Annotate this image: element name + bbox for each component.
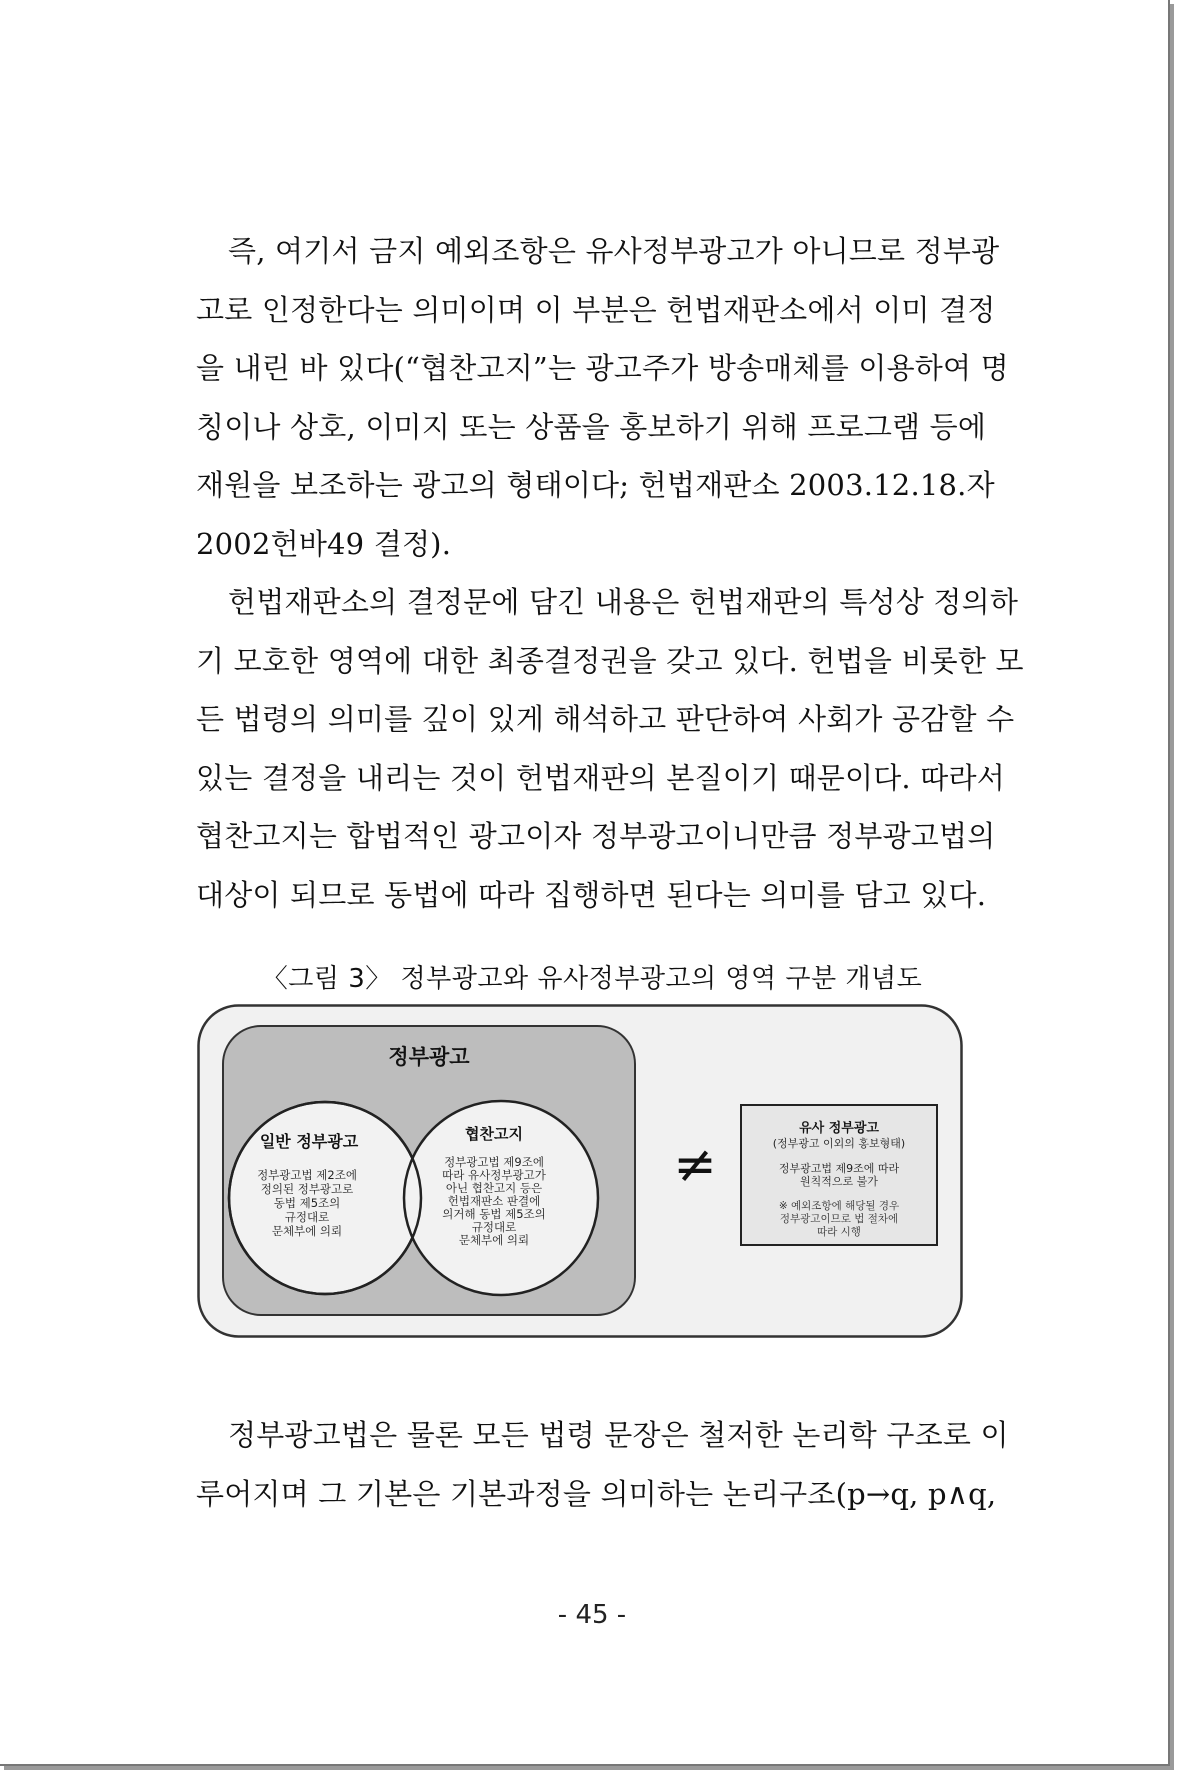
general-ad-line: 문체부에 의뢰 (271, 1224, 343, 1238)
sponsor-notice-title: 협찬고지 (465, 1125, 523, 1143)
sponsor-notice-line: 헌법재판소 판결에 (447, 1194, 541, 1208)
text-line: 있는 결정을 내리는 것이 헌법재판의 본질이기 때문이다. 따라서 (196, 760, 1005, 795)
general-ad-line: 정부광고법 제2조에 (257, 1168, 357, 1182)
not-equal-icon: ≠ (673, 1135, 717, 1195)
sponsor-notice-line: 정부광고법 제9조에 (444, 1155, 544, 1169)
sponsor-notice-line: 규정대로 (471, 1220, 517, 1234)
general-ad-line: 동법 제5조의 (273, 1196, 341, 1210)
text-line: 2002헌바49 결정). (196, 526, 452, 561)
pseudo-ad-line: 정부광고이므로 법 절차에 (779, 1213, 899, 1225)
figure-caption: 〈그림 3〉 정부광고와 유사정부광고의 영역 구분 개념도 (261, 964, 923, 994)
text-line: 헌법재판소의 결정문에 담긴 내용은 헌법재판의 특성상 정의하 (228, 585, 1019, 619)
body-text (196, 222, 1024, 924)
sponsor-notice-line: 아닌 협찬고지 등은 (445, 1181, 543, 1195)
text-line: 칭이나 상호, 이미지 또는 상품을 홍보하기 위해 프로그램 등에 (196, 409, 987, 444)
text-line: 든 법령의 의미를 깊이 있게 해석하고 판단하여 사회가 공감할 수 (196, 702, 1015, 736)
text-line: 정부광고법은 물론 모든 법령 문장은 철저한 논리학 구조로 이 (228, 1418, 1009, 1452)
gov-ad-title: 정부광고 (388, 1045, 470, 1069)
paragraph-3 (196, 1406, 1009, 1523)
sponsor-notice-line: 의거해 동법 제5조의 (442, 1207, 546, 1221)
pseudo-ad-line: ※ 예외조항에 해당될 경우 (778, 1200, 900, 1212)
text-line: 협찬고지는 합법적인 광고이자 정부광고이니만큼 정부광고법의 (196, 819, 996, 853)
page-number: - 45 - (557, 1600, 627, 1630)
text-line: 루어지며 그 기본은 기본과정을 의미하는 논리구조(p→q, p∧q, (196, 1476, 997, 1511)
sponsor-notice-line: 따라 유사정부광고가 (442, 1168, 546, 1182)
pseudo-ad-line: 원칙적으로 불가 (800, 1175, 878, 1188)
general-ad-line: 규정대로 (284, 1210, 330, 1224)
text-line: 고로 인정한다는 의미이며 이 부분은 헌법재판소에서 이미 결정 (196, 292, 996, 327)
text-line: 즉, 여기서 금지 예외조항은 유사정부광고가 아니므로 정부광 (228, 234, 1000, 268)
sponsor-notice-line: 문체부에 의뢰 (458, 1233, 530, 1247)
general-ad-title: 일반 정부광고 (259, 1132, 359, 1151)
text-line: 기 모호한 영역에 대한 최종결정권을 갖고 있다. 헌법을 비롯한 모 (196, 643, 1024, 678)
paragraph-1 (196, 222, 1009, 573)
paragraph-2 (196, 573, 1024, 924)
pseudo-ad-title: 유사 정부광고 (799, 1121, 879, 1136)
pseudo-ad-line: 정부광고법 제9조에 따라 (778, 1162, 900, 1175)
general-ad-line: 정의된 정부광고로 (260, 1182, 354, 1196)
text-line: 재원을 보조하는 광고의 형태이다; 헌법재판소 2003.12.18.자 (196, 468, 995, 502)
concept-diagram (197, 1004, 963, 1338)
text-line: 을 내린 바 있다(“협찬고지”는 광고주가 방송매체를 이용하여 명 (196, 351, 1009, 385)
pseudo-ad-subtitle: (정부광고 이외의 홍보형태) (772, 1137, 906, 1150)
pseudo-ad-line: 따라 시행 (817, 1226, 861, 1238)
text-line: 대상이 되므로 동법에 따라 집행하면 된다는 의미를 담고 있다. (196, 877, 987, 912)
